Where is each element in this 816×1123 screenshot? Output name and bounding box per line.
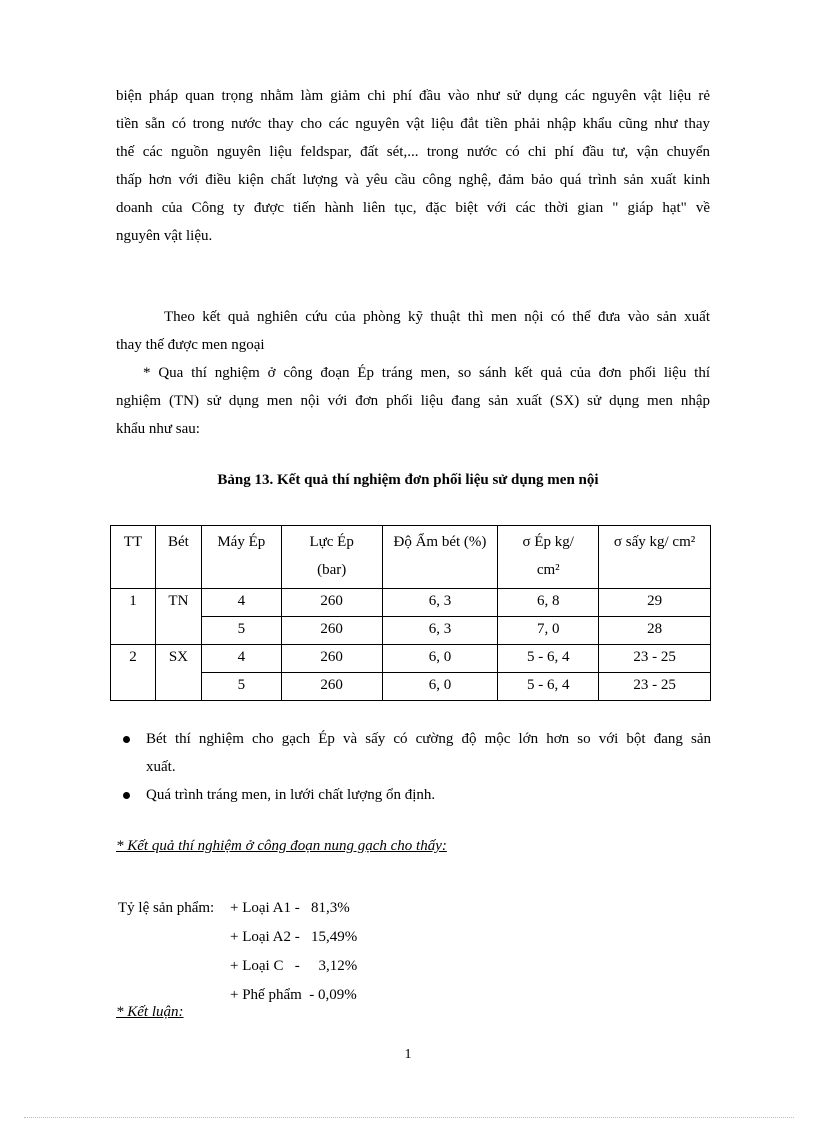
cell-luc-ep: 260 [281,673,382,701]
cell-may-ep: 4 [201,589,281,617]
header-do-am: Độ Ẩm bét (%) [382,526,498,589]
cell-bet: SX [155,645,201,701]
observations-list [123,725,711,809]
table-header-row [111,526,711,589]
cell-luc-ep: 260 [281,645,382,673]
bullet-text: Quá trình tráng men, in lưới chất lượng ổn định. [146,787,436,803]
cell-do-am: 6, 0 [382,673,498,701]
bullet-icon [123,736,130,743]
list-item [123,781,711,809]
paragraph-line: khẩu như sau: [116,421,200,437]
cell-do-am: 6, 3 [382,617,498,645]
cell-do-am: 6, 0 [382,645,498,673]
cell-sigma-ep: 5 - 6, 4 [498,673,599,701]
paragraph-line: nguyên vật liệu. [116,228,213,244]
cell-sigma-say: 29 [599,589,711,617]
cell-sigma-ep: 6, 8 [498,589,599,617]
paragraph-line: thay thế được men ngoại [116,337,265,353]
ratio-items [230,894,357,1010]
ratio-item-a2: + Loại A2 - 15,49% [230,929,358,945]
table-row [111,589,711,617]
header-luc-ep [281,526,382,589]
cell-may-ep: 5 [201,617,281,645]
header-bet: Bét [155,526,201,589]
cell-sigma-say: 23 - 25 [599,673,711,701]
page-number: 1 [404,1047,412,1062]
paragraph-line: biện pháp quan trọng nhằm làm giảm chi phí đầu vào như sử dụng các nguyên vật liệu rẻ [116,88,710,104]
cell-sigma-say: 28 [599,617,711,645]
intro-paragraph [116,82,710,250]
conclusion-heading: * Kết luận: [116,1004,184,1020]
header-sigma-say: σ sấy kg/ cm² [599,526,711,589]
paragraph-line: doanh của Công ty được tiến hành liên tục, đặc biệt với các thời gian " giáp hạt" về [116,200,710,216]
paragraph-line: thế các nguồn nguyên liệu feldspar, đất sét,... trong nước có chi phí đầu tư, vận chuyển [116,144,710,160]
paragraph-line: thấp hơn với điều kiện chất lượng và yêu cầu công nghệ, đảm bảo quá trình sản xuất kinh [116,172,710,188]
cell-sigma-ep: 5 - 6, 4 [498,645,599,673]
header-may-ep: Máy Ép [201,526,281,589]
paragraph-line: Theo kết quả nghiên cứu của phòng kỹ thuật thì men nội có thể đưa vào sản xuất [164,309,710,325]
bullet-icon [123,792,130,799]
cell-luc-ep: 260 [281,617,382,645]
ratio-label: Tỷ lệ sản phẩm: [118,900,215,916]
cell-sigma-say: 23 - 25 [599,645,711,673]
ratio-item-a1: + Loại A1 - 81,3% [230,900,350,916]
bullet-text-line1: Bét thí nghiệm cho gạch Ép và sấy có cường độ mộc lớn hơn so với bột đang sản [146,731,711,747]
firing-results-heading: * Kết quả thí nghiệm ở công đoạn nung gạch cho thấy: [116,838,447,854]
cell-tt: 2 [111,645,156,701]
paragraph-line: * Qua thí nghiệm ở công đoạn Ép tráng men, so sánh kết quả của đơn phối liệu thí [143,365,710,381]
paragraph-line: nghiệm (TN) sử dụng men nội với đơn phối liệu đang sản xuất (SX) sử dụng men nhập [116,393,710,409]
header-luc-ep-line2: (bar) [317,562,347,578]
table-caption: Bảng 13. Kết quả thí nghiệm đơn phối liệu sử dụng men nội [217,472,599,488]
ratio-item-reject: + Phế phẩm - 0,09% [230,987,357,1003]
header-sigma-ep-line2: cm² [536,562,560,578]
table-row [111,645,711,673]
cell-luc-ep: 260 [281,589,382,617]
research-paragraph [116,303,710,359]
list-item [123,725,711,781]
cell-sigma-ep: 7, 0 [498,617,599,645]
ratio-item-c: + Loại C - 3,12% [230,958,358,974]
header-sigma-ep [498,526,599,589]
table-row [111,673,711,701]
cell-may-ep: 4 [201,645,281,673]
experiment-paragraph [116,359,710,443]
cell-do-am: 6, 3 [382,589,498,617]
header-tt: TT [111,526,156,589]
paragraph-line: tiền sẵn có trong nước thay cho các nguyên vật liệu đắt tiền phải nhập khẩu cũng như thay [116,116,710,132]
results-table [110,525,711,701]
cell-may-ep: 5 [201,673,281,701]
table-row [111,617,711,645]
page-bottom-divider [24,1117,794,1118]
cell-tt: 1 [111,589,156,645]
header-luc-ep-line1: Lực Ép [309,534,354,550]
header-sigma-ep-line1: σ Ép kg/ [522,534,574,550]
bullet-text-line2: xuất. [146,759,176,775]
cell-bet: TN [155,589,201,645]
